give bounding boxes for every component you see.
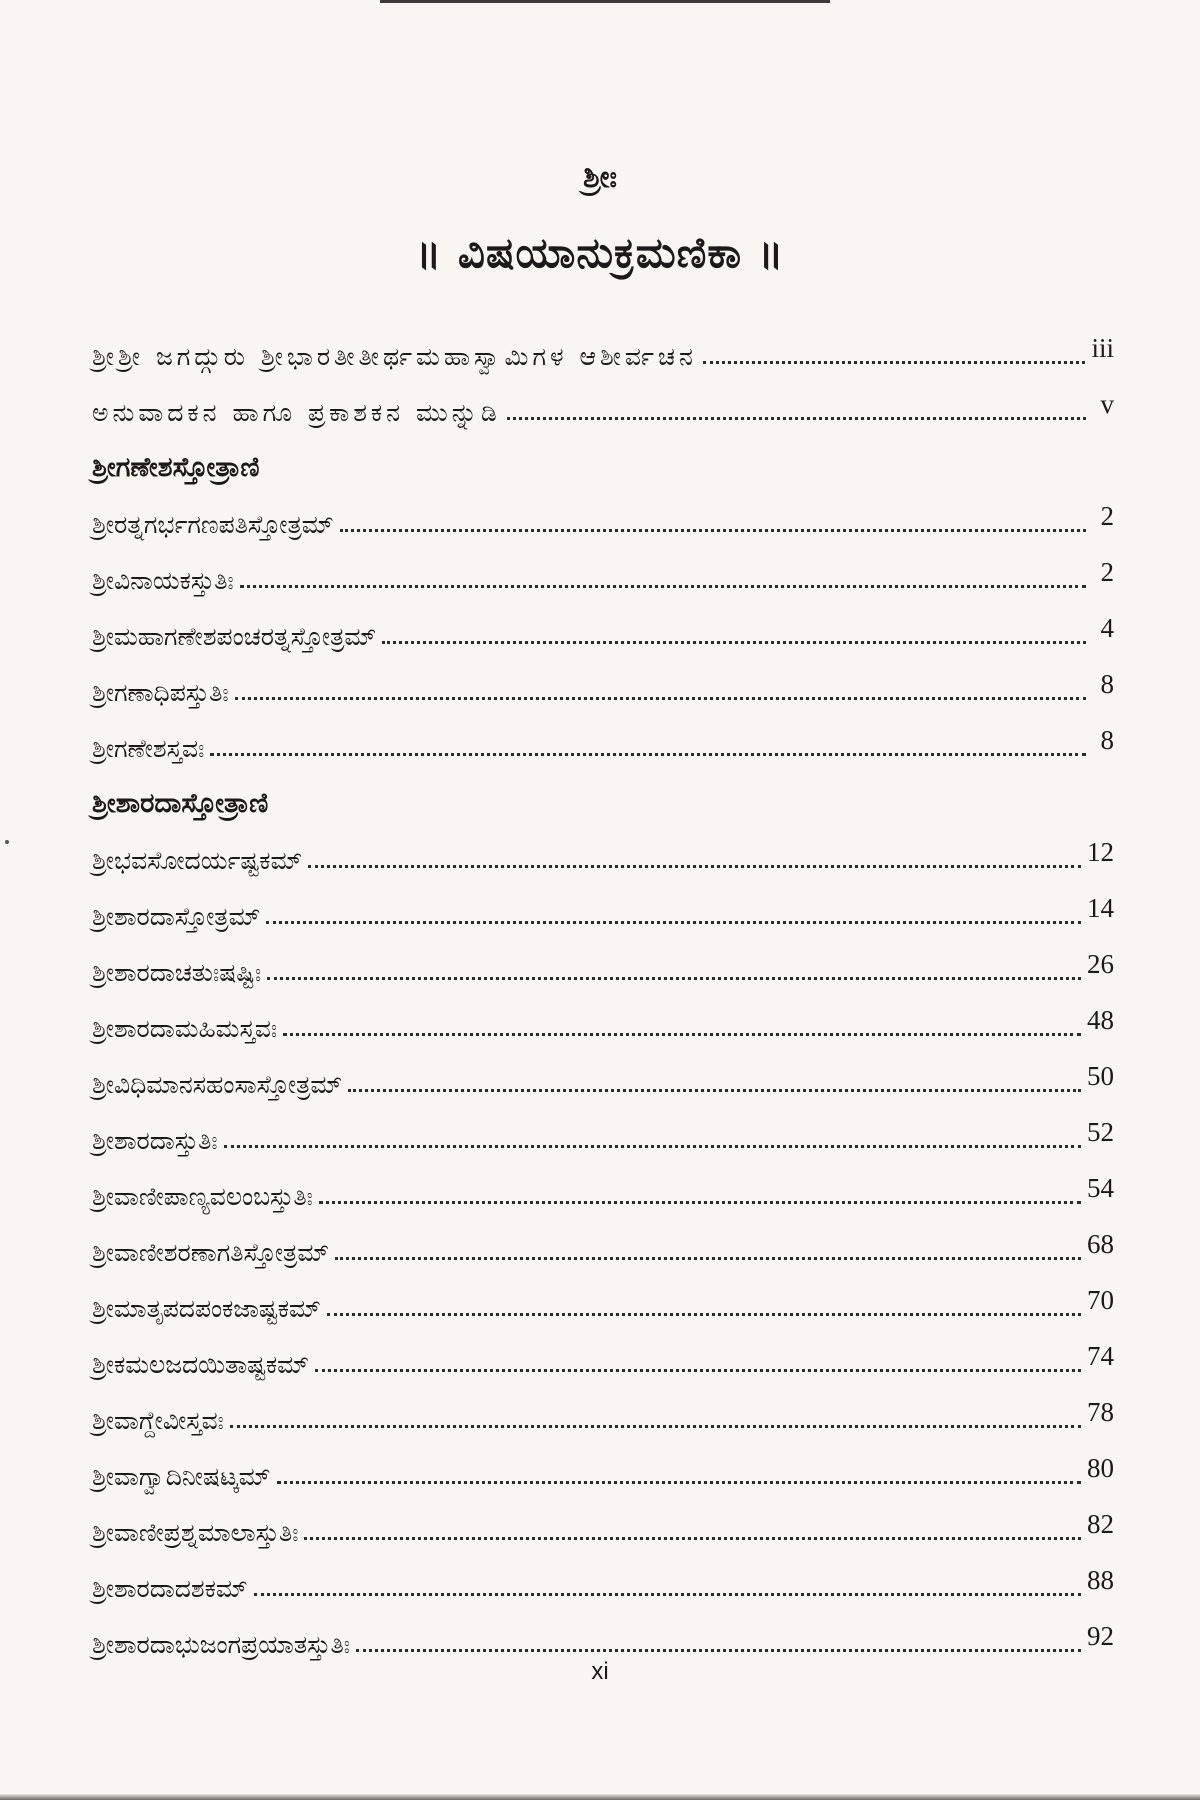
dot-leader [230,1425,1081,1428]
toc-entry-page: 70 [1087,1285,1114,1315]
dot-leader [319,1201,1081,1204]
toc-entry-label: ಶ್ರೀವಾಗ್ದೇವೀಸ್ತವಃ [92,1406,224,1435]
page-title: ॥ ವಿಷಯಾನುಕ್ರಮಣಿಕಾ ॥ [415,228,785,277]
toc-entry-label: ಶ್ರೀಶಾರದಾಮಹಿಮಸ್ತವಃ [92,1014,278,1043]
toc-entry-page: 26 [1087,949,1114,979]
toc-entry[interactable] [92,546,1114,602]
toc-entry-label: ಶ್ರೀವಾಗ್ವಾದಿನೀಷಟ್ಕಮ್ [92,1462,271,1491]
toc-entry-label: ಶ್ರೀಶಾರದಾಭುಜಂಗಪ್ರಯಾತಸ್ತುತಿಃ [92,1630,350,1659]
toc-entry-page: 88 [1087,1565,1114,1595]
section-heading-label: ಶ್ರೀಗಣೇಶಸ್ತೋತ್ರಾಣಿ [92,452,260,483]
toc-entry-label: ಶ್ರೀಕಮಲಜದಯಿತಾಷ್ಟಕಮ್ [92,1350,310,1379]
toc-entry-label: ಶ್ರೀಶ್ರೀ ಜಗದ್ಗುರು ಶ್ರೀಭಾರತೀತೀರ್ಥಮಹಾಸ್ವಾಮಿಗಳ ಆಶೀರ್ವಚನ [92,342,697,371]
toc-entry-label: ಶ್ರೀಶಾರದಾದಶಕಮ್ [92,1574,248,1603]
toc-entry-page: 48 [1087,1005,1114,1035]
toc-entry[interactable] [92,1050,1114,1106]
table-of-contents [92,322,1114,1666]
toc-entry-page: v [1100,389,1114,419]
toc-entry-page: 78 [1087,1397,1114,1427]
toc-entry[interactable] [92,1442,1114,1498]
toc-entry[interactable] [92,994,1114,1050]
dot-leader [327,1313,1081,1316]
section-heading-label: ಶ್ರೀಶಾರದಾಸ್ತೋತ್ರಾಣಿ [92,788,269,819]
toc-entry-front-preface[interactable] [92,378,1114,434]
toc-entry-page: 80 [1087,1453,1114,1483]
toc-entry[interactable] [92,826,1114,882]
toc-entry-page: 52 [1087,1117,1114,1147]
toc-entry[interactable] [92,1554,1114,1610]
dot-leader [348,1089,1081,1092]
page-edge-shadow [0,1794,1200,1800]
dot-leader [235,697,1086,700]
page-number: xi [591,1658,609,1685]
toc-entry[interactable] [92,1106,1114,1162]
dot-leader [224,1145,1081,1148]
toc-entry-page: 14 [1087,893,1114,923]
toc-entry-page: 12 [1087,837,1114,867]
dot-leader [315,1369,1081,1372]
toc-entry-page: 2 [1100,501,1114,531]
toc-entry-page: 68 [1087,1229,1114,1259]
dot-leader [340,529,1086,532]
toc-entry[interactable] [92,938,1114,994]
toc-entry-page: 74 [1087,1341,1114,1371]
section-heading-sharada [92,770,1114,826]
toc-entry-page: 92 [1087,1621,1114,1651]
toc-entry[interactable] [92,1162,1114,1218]
dot-leader [382,641,1086,644]
toc-entry-label: ಶ್ರೀಮಹಾಗಣೇಶಪಂಚರತ್ನಸ್ತೋತ್ರಮ್ [92,622,377,651]
toc-entry-label: ಶ್ರೀಮಾತೃಪದಪಂಕಜಾಷ್ಟಕಮ್ [92,1294,321,1323]
toc-entry-label: ಶ್ರೀಭವಸೋದರ್ಯಷ್ಟಕಮ್ [92,846,303,875]
toc-entry[interactable] [92,1386,1114,1442]
toc-entry[interactable] [92,1274,1114,1330]
toc-entry-front-blessing[interactable] [92,322,1114,378]
toc-entry[interactable] [92,602,1114,658]
dot-leader [335,1257,1081,1260]
margin-speck [5,840,9,844]
dot-leader [703,361,1086,364]
toc-entry[interactable] [92,1330,1114,1386]
top-rule [380,0,830,3]
toc-entry-label: ಶ್ರೀಶಾರದಾಚತುಃಷಷ್ಟಿಃ [92,958,262,987]
toc-entry-page: 8 [1100,725,1114,755]
toc-entry-label: ಶ್ರೀಗಣೇಶಸ್ತವಃ [92,734,205,763]
dot-leader [283,1033,1081,1036]
dot-leader [240,585,1086,588]
dot-leader [308,865,1081,868]
toc-entry-page: 2 [1100,557,1114,587]
toc-entry-label: ಶ್ರೀವಿಧಿಮಾನಸಹಂಸಾಸ್ತೋತ್ರಮ್ [92,1070,343,1099]
dot-leader [267,977,1081,980]
toc-entry[interactable] [92,882,1114,938]
toc-entry[interactable] [92,1218,1114,1274]
toc-entry-label: ಶ್ರೀವಿನಾಯಕಸ್ತುತಿಃ [92,566,234,595]
section-heading-ganesha [92,434,1114,490]
toc-entry-label: ಅನುವಾದಕನ ಹಾಗೂ ಪ್ರಕಾಶಕನ ಮುನ್ನುಡಿ [92,398,501,427]
dot-leader [266,921,1081,924]
dot-leader [277,1481,1081,1484]
dot-leader [507,417,1086,420]
toc-entry-label: ಶ್ರೀಶಾರದಾಸ್ತೋತ್ರಮ್ [92,902,261,931]
toc-entry[interactable] [92,714,1114,770]
dot-leader [356,1649,1081,1652]
toc-entry-page: 8 [1100,669,1114,699]
toc-entry[interactable] [92,658,1114,714]
toc-entry-label: ಶ್ರೀವಾಣೀಪಾಣ್ಯವಲಂಬಸ್ತುತಿಃ [92,1182,313,1211]
toc-entry-page: 50 [1087,1061,1114,1091]
toc-entry-label: ಶ್ರೀವಾಣೀಪ್ರಶ್ನಮಾಲಾಸ್ತುತಿಃ [92,1518,299,1547]
toc-entry-label: ಶ್ರೀಗಣಾಧಿಪಸ್ತುತಿಃ [92,678,229,707]
toc-entry-label: ಶ್ರೀವಾಣೀಶರಣಾಗತಿಸ್ತೋತ್ರಮ್ [92,1238,330,1267]
toc-entry-page: 4 [1100,613,1114,643]
toc-entry-label: ಶ್ರೀರತ್ನಗರ್ಭಗಣಪತಿಸ್ತೋತ್ರಮ್ [92,510,334,539]
toc-entry[interactable] [92,490,1114,546]
toc-entry-page: 82 [1087,1509,1114,1539]
dot-leader [254,1593,1081,1596]
dot-leader [304,1537,1081,1540]
toc-entry[interactable] [92,1498,1114,1554]
toc-entry-page: iii [1091,333,1114,363]
invocation: ಶ್ರೀಃ [583,160,617,195]
toc-entry-label: ಶ್ರೀಶಾರದಾಸ್ತುತಿಃ [92,1126,218,1155]
dot-leader [210,753,1086,756]
toc-entry-page: 54 [1087,1173,1114,1203]
